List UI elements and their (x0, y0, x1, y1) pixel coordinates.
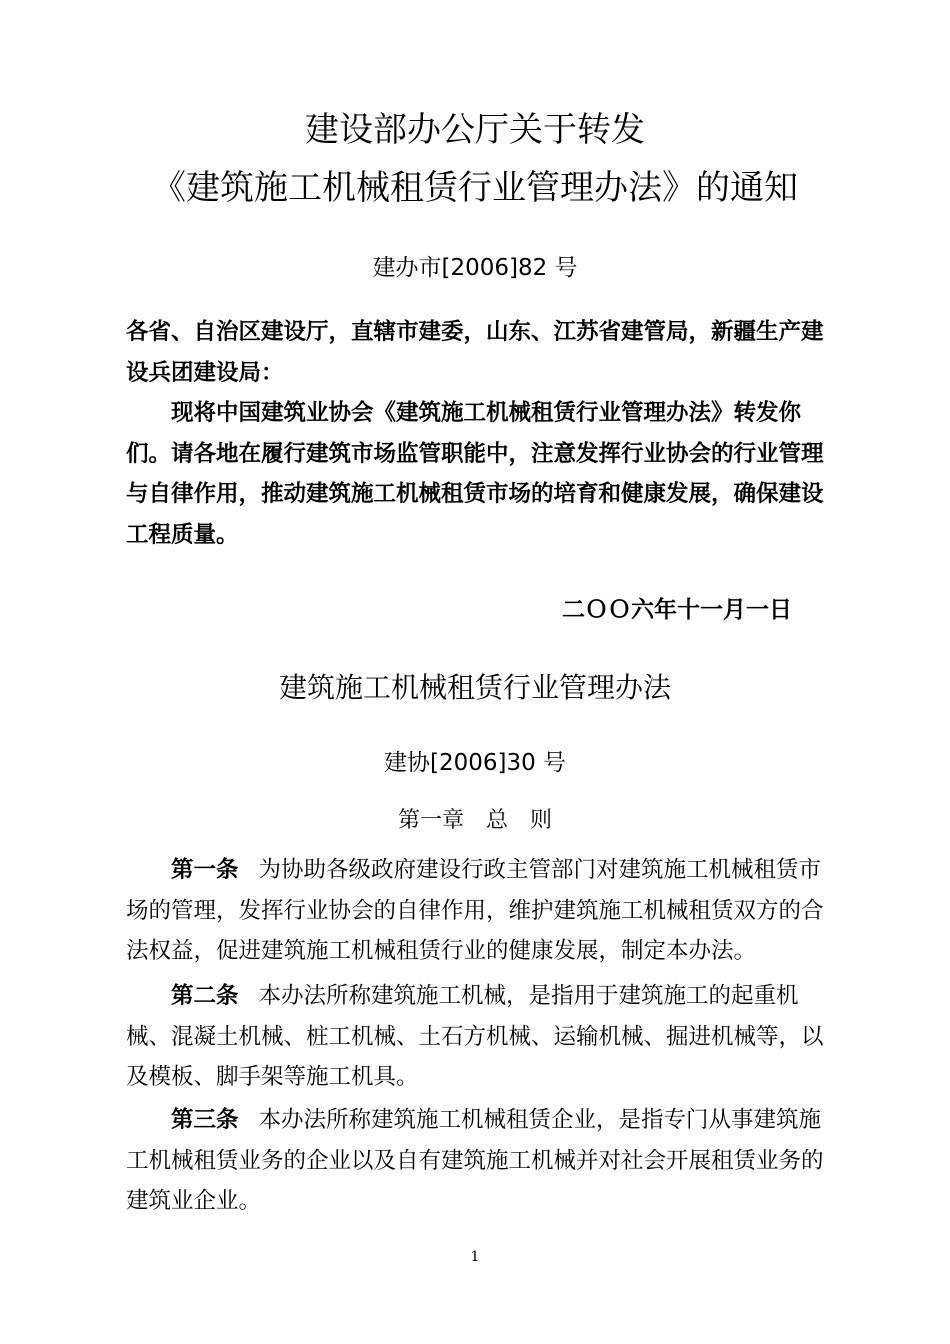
article-1 (126, 850, 824, 972)
notice-doc-number: 建办市[2006]82 号 (372, 255, 578, 281)
regulation-doc-number: 建协[2006]30 号 (383, 750, 567, 776)
page-number: 1 (470, 1249, 480, 1265)
article-2-text: 本办法所称建筑施工机械，是指用于建筑施工的起重机械、混凝土机械、桩工机械、土石方机械、运输机械、掘进机械等，以及模板、脚手架等施工机具。 (126, 983, 824, 1090)
article-2-label: 第二条 (171, 983, 239, 1009)
article-3-label: 第三条 (171, 1107, 239, 1133)
notice-addressees: 各省、自治区建设厅，直辖市建委，山东、江苏省建管局，新疆生产建设兵团建设局： (126, 319, 824, 386)
regulation-title: 建筑施工机械租赁行业管理办法 (278, 671, 671, 704)
article-3 (126, 1100, 824, 1222)
notice-body: 现将中国建筑业协会《建筑施工机械租赁行业管理办法》转发你们。请各地在履行建筑市场监管职能中，注意发挥行业协会的行业管理与自律作用，推动建筑施工机械租赁市场的培育和健康发展，确保建设工程质量。 (126, 400, 824, 548)
article-2 (126, 976, 824, 1098)
notice-title-line-2: 《建筑施工机械租赁行业管理办法》的通知 (152, 168, 798, 208)
article-1-text: 为协助各级政府建设行政主管部门对建筑施工机械租赁市场的管理，发挥行业协会的自律作用，维护建筑施工机械租赁双方的合法权益，促进建筑施工机械租赁行业的健康发展，制定本办法。 (126, 857, 824, 964)
article-3-text: 本办法所称建筑施工机械租赁企业，是指专门从事建筑施工机械租赁业务的企业以及自有建筑施工机械并对社会开展租赁业务的建筑业企业。 (126, 1107, 824, 1214)
article-1-label: 第一条 (171, 857, 239, 883)
notice-title-line-1: 建设部办公厅关于转发 (305, 110, 645, 150)
chapter-heading: 第一章 总 则 (397, 808, 552, 833)
notice-date: 二ＯＯ六年十一月一日 (562, 597, 792, 623)
